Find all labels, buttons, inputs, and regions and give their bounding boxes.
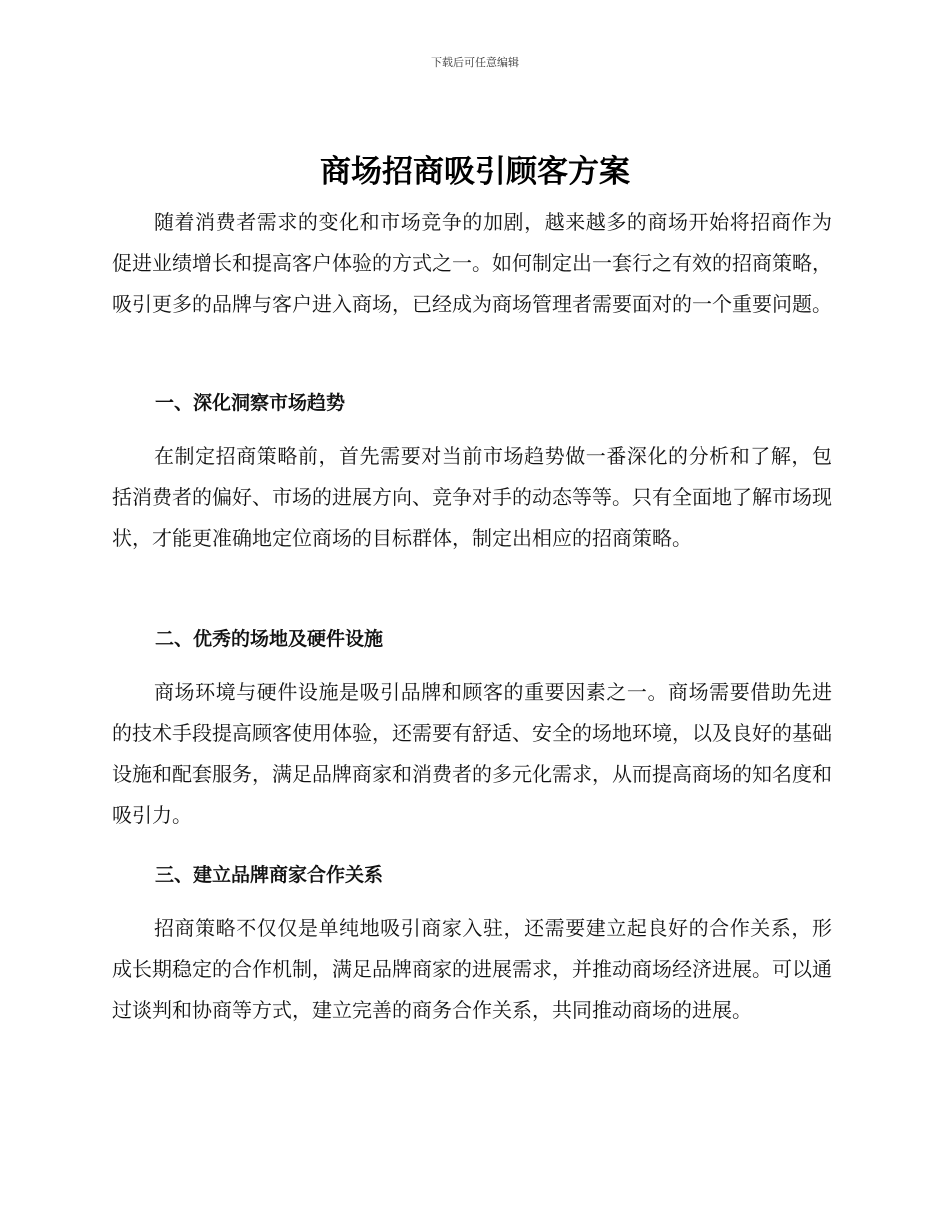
section-body-2: 商场环境与硬件设施是吸引品牌和顾客的重要因素之一。商场需要借助先进的技术手段提高顾客使用体验，还需要有舒适、安全的场地环境，以及良好的基础设施和配套服务，满足品牌商家和消费者的多元化需求，从而提高商场的知名度和吸引力。 xyxy=(112,680,832,827)
intro-paragraph: 随着消费者需求的变化和市场竞争的加剧，越来越多的商场开始将招商作为促进业绩增长和提高客户体验的方式之一。如何制定出一套行之有效的招商策略，吸引更多的品牌与客户进入商场，已经成为商场管理者需要面对的一个重要问题。 xyxy=(112,210,832,316)
section-body-1: 在制定招商策略前，首先需要对当前市场趋势做一番深化的分析和了解，包括消费者的偏好、市场的进展方向、竞争对手的动态等等。只有全面地了解市场现状，才能更准确地定位商场的目标群体，制定出相应的招商策略。 xyxy=(112,444,832,550)
section-heading-2: 二、优秀的场地及硬件设施 xyxy=(155,628,384,650)
section-body-3: 招商策略不仅仅是单纯地吸引商家入驻，还需要建立起良好的合作关系，形成长期稳定的合作机制，满足品牌商家的进展需求，并推动商场经济进展。可以通过谈判和协商等方式，建立完善的商务合作关系，共同推动商场的进展。 xyxy=(112,916,832,1022)
document-title: 商场招商吸引顾客方案 xyxy=(320,154,630,190)
section-heading-3: 三、建立品牌商家合作关系 xyxy=(155,864,384,886)
header-note: 下载后可任意编辑 xyxy=(431,56,519,69)
section-heading-1: 一、深化洞察市场趋势 xyxy=(155,392,346,414)
